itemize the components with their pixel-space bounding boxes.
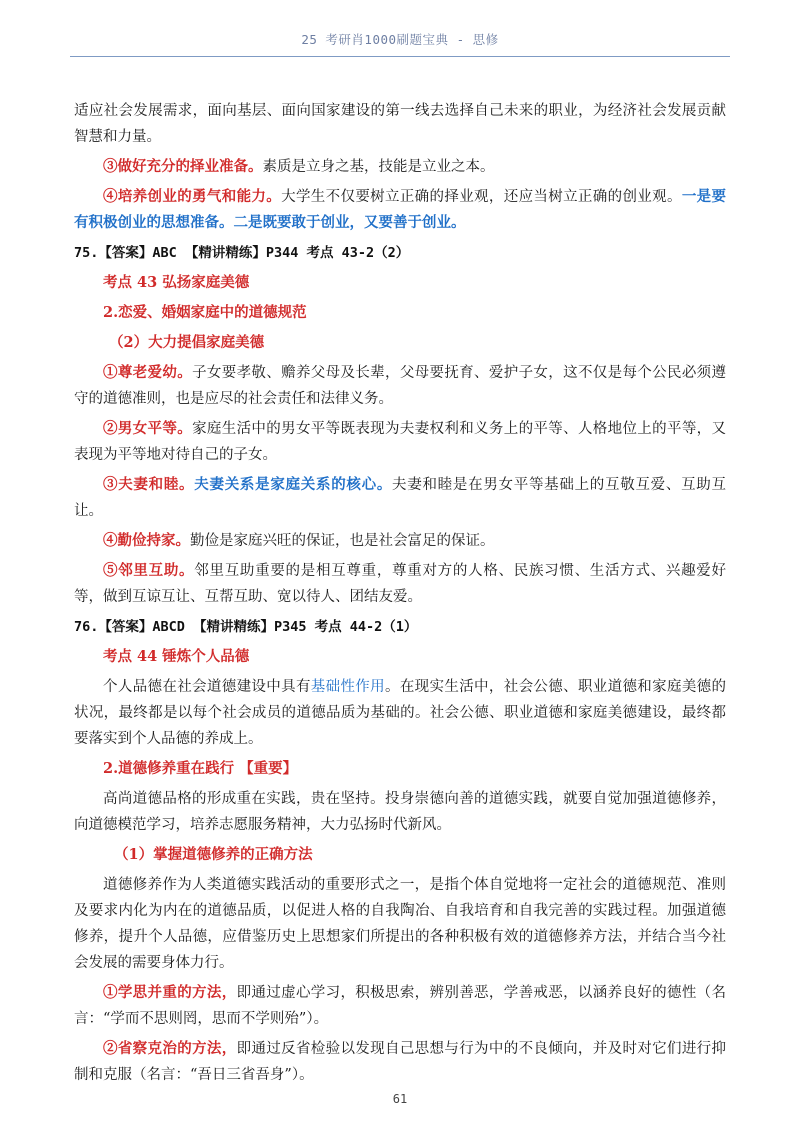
highlight-text: 一是要有积极创业的思想准备。二是既要敢于创业，又要善于创业。 [74, 188, 727, 231]
paragraph [74, 980, 726, 1032]
answer-line-76: 76.【答案】ABCD 【精讲精练】P345 考点 44-2（1） [74, 619, 418, 635]
point-text: 邻里互助重要的是相互尊重，尊重对方的人格、民族习惯、生活方式、兴趣爱好等，做到互谅互让、互帮互助、宽以待人、团结友爱。 [74, 563, 727, 605]
point-text: 勤俭是家庭兴旺的保证，也是社会富足的保证。 [190, 533, 495, 549]
text-run: 。在现实生活中，社会公德、职业道德和家庭美德的状况，最终都是以每个社会成员的道德品质为基础的。社会公德、职业道德和家庭美德建设，最终都要落实到个人品德的养成上。 [74, 679, 727, 747]
highlight-text: 夫妻关系是家庭关系的核心。 [194, 476, 393, 493]
paragraph [74, 416, 726, 468]
point-text: 夫妻和睦是在男女平等基础上的互敬互爱、互助互让。 [74, 477, 727, 519]
paragraph [74, 528, 726, 554]
point-heading: ①学思并重的方法， [103, 984, 237, 1001]
point-heading: ④培养创业的勇气和能力。 [103, 188, 282, 205]
topic-heading-43: 考点 43 弘扬家庭美德 [103, 274, 250, 291]
point-text: 即通过反省检验以发现自己思想与行为中的不良倾向，并及时对它们进行抑制和克服（名言：“吾日三省吾身”）。 [74, 1041, 727, 1083]
point-heading: ②省察克治的方法， [103, 1040, 237, 1057]
page-content [74, 98, 726, 1092]
point-heading: ①尊老爱幼。 [103, 364, 193, 381]
subsection-heading: （1）掌握道德修养的正确方法 [114, 846, 313, 863]
text-run: 个人品德在社会道德建设中具有 [103, 679, 311, 695]
point-text: 大学生不仅要树立正确的择业观，还应当树立正确的创业观。 [281, 189, 682, 205]
paragraph: 道德修养作为人类道德实践活动的重要形式之一，是指个体自觉地将一定社会的道德规范、准则及要求内化为内在的道德品质，以促进人格的自我陶冶、自我培育和自我完善的实践过程。加强道德修养，提升个人品德，应借鉴历史上思想家们所提出的各种积极有效的道德修养方法，并结合当今社会发展的需要身体力行。 [74, 877, 726, 971]
paragraph [74, 154, 726, 180]
paragraph [74, 184, 726, 236]
paragraph: 高尚道德品格的形成重在实践，贵在坚持。投身崇德向善的道德实践，就要自觉加强道德修养，向道德模范学习，培养志愿服务精神，大力弘扬时代新风。 [74, 791, 726, 833]
point-text: 子女要孝敬、赡养父母及长辈，父母要抚育、爱护子女，这不仅是每个公民必须遵守的道德准则，也是应尽的社会责任和法律义务。 [74, 365, 727, 407]
section-heading: 2.道德修养重在践行 【重要】 [103, 760, 298, 777]
topic-heading-44: 考点 44 锤炼个人品德 [103, 648, 250, 665]
subsection-heading: （2）大力提倡家庭美德 [109, 334, 265, 351]
paragraph [74, 472, 726, 524]
header-divider [70, 56, 730, 57]
section-heading: 2.恋爱、婚姻家庭中的道德规范 [103, 304, 307, 321]
paragraph [74, 1036, 726, 1088]
point-heading: ②男女平等。 [103, 420, 193, 437]
paragraph [74, 360, 726, 412]
point-heading: ⑤邻里互助。 [103, 562, 195, 579]
point-text: 即通过虚心学习，积极思索，辨别善恶，学善戒恶，以涵养良好的德性（名言：“学而不思则罔，思而不学则殆”）。 [74, 985, 727, 1027]
paragraph [74, 674, 726, 752]
point-heading: ③做好充分的择业准备。 [103, 158, 263, 175]
point-text: 家庭生活中的男女平等既表现为夫妻权利和义务上的平等、人格地位上的平等，又表现为平等地对待自己的子女。 [74, 421, 727, 463]
point-heading: ③夫妻和睦。 [103, 476, 195, 493]
point-text: 素质是立身之基，技能是立业之本。 [262, 159, 495, 175]
highlight-text: 基础性作用 [310, 679, 385, 695]
point-heading: ④勤俭持家。 [103, 532, 190, 549]
paragraph: 适应社会发展需求，面向基层、面向国家建设的第一线去选择自己未来的职业，为经济社会发展贡献智慧和力量。 [74, 103, 726, 145]
answer-line-75: 75.【答案】ABC 【精讲精练】P344 考点 43-2（2） [74, 245, 410, 261]
page-header-title: 25 考研肖1000刷题宝典 - 思修 [301, 32, 499, 47]
paragraph [74, 558, 726, 610]
page-number: 61 [392, 1092, 408, 1106]
